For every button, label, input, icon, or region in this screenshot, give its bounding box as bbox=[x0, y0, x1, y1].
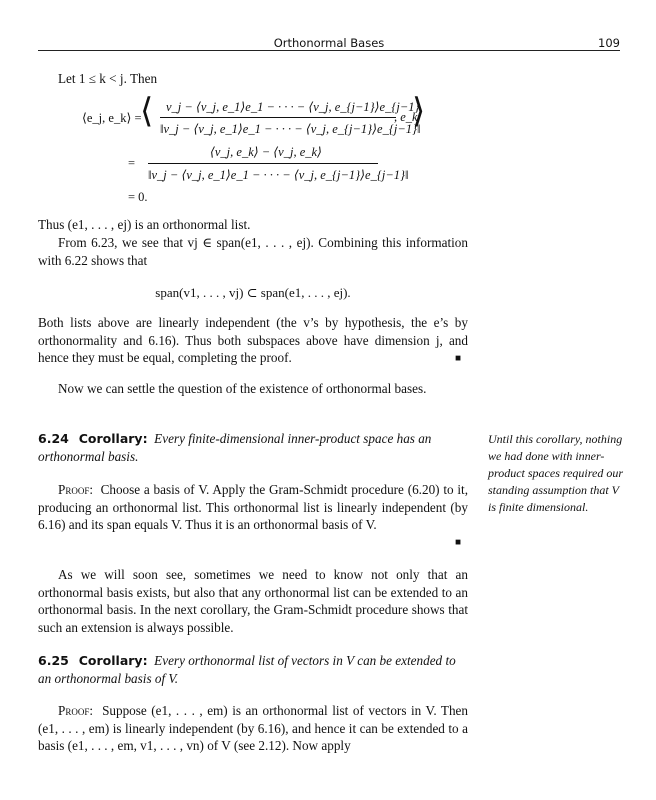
qed-mark-1: ■ bbox=[455, 353, 462, 364]
corollary-label: Corollary: bbox=[78, 653, 148, 668]
corollary-6-24 bbox=[38, 430, 468, 465]
chapter-section-title: Orthonormal Bases bbox=[273, 36, 385, 50]
corollary-label: Corollary: bbox=[78, 431, 148, 446]
paragraph-from-623: From 6.23, we see that vj ∈ span(e1, . . . , ej). Combining this information with 6.22 shows that bbox=[38, 235, 468, 268]
qed-mark-2: ■ bbox=[455, 537, 462, 548]
corollary-6-25 bbox=[38, 652, 468, 687]
fraction-bar-2 bbox=[148, 163, 378, 164]
proof-text: Choose a basis of V. Apply the Gram-Schmidt procedure (6.20) to it, producing an orthonormal list. This orthonormal list is linearly independent (by 6.16) and its span equals V. Thus it is an orthonormal basis of V. bbox=[38, 482, 468, 532]
equation-lhs: ⟨e_j, e_k⟩ = bbox=[82, 111, 142, 125]
intro-line-text: Let 1 ≤ k < j. Then bbox=[58, 71, 158, 86]
left-angle-bracket: ⟨ bbox=[140, 91, 154, 131]
equation-result: = 0. bbox=[128, 190, 148, 204]
equation-line2-numerator: ⟨v_j, e_k⟩ − ⟨v_j, e_k⟩ bbox=[210, 145, 322, 159]
proof-label: Proof: bbox=[58, 482, 94, 497]
page-number: 109 bbox=[598, 36, 620, 50]
paragraph-existence: Now we can settle the question of the existence of orthonormal bases. bbox=[58, 381, 427, 396]
equation-line1-denominator: ‖v_j − ⟨v_j, e_1⟩e_1 − · · · − ⟨v_j, e_{j−1}⟩e_{j−1}‖ bbox=[160, 122, 421, 136]
paragraph-thus: Thus (e1, . . . , ej) is an orthonormal list. bbox=[38, 217, 251, 232]
equation-line1-numerator: v_j − ⟨v_j, e_1⟩e_1 − · · · − ⟨v_j, e_{j−1}⟩e_{j−1} bbox=[166, 100, 420, 114]
corollary-number: 6.24 bbox=[38, 431, 69, 446]
header-rule bbox=[38, 50, 620, 51]
corollary-statement: Every orthonormal list of vectors in V can be extended to an orthonormal basis of V. bbox=[38, 653, 456, 686]
corollary-statement: Every finite-dimensional inner-product space has an orthonormal basis. bbox=[38, 431, 432, 464]
margin-note: Until this corollary, nothing we had done with inner-product spaces required our standing assumption that V is finite dimensional. bbox=[488, 432, 623, 514]
corollary-number: 6.25 bbox=[38, 653, 69, 668]
equation-line2-eq: = bbox=[128, 156, 136, 170]
proof-label: Proof: bbox=[58, 703, 94, 718]
intro-line bbox=[58, 70, 488, 88]
right-angle-bracket: ⟩ bbox=[412, 91, 426, 131]
paragraph-both-lists: Both lists above are linearly independent (the v’s by hypothesis, the e’s by orthonormality and 6.16). Thus both subspaces above have dimension j, and hence they must be equal, completing the proof. bbox=[38, 315, 468, 365]
proof-6-24 bbox=[38, 481, 468, 534]
equation-line2-denominator: ‖v_j − ⟨v_j, e_1⟩e_1 − · · · − ⟨v_j, e_{j−1}⟩e_{j−1}‖ bbox=[148, 168, 409, 182]
proof-6-25 bbox=[38, 702, 468, 755]
span-inclusion-display: span(v1, . . . , vj) ⊂ span(e1, . . . , ej). bbox=[155, 285, 351, 300]
fraction-bar-1 bbox=[160, 117, 396, 118]
proof-text: Suppose (e1, . . . , em) is an orthonormal list of vectors in V. Then (e1, . . . , em) is linearly independent (by 6.16), and hence it can be extended to a basis (e1, . . . , em, v1, . . . , vn) of V (see 2.12). Now apply bbox=[38, 703, 469, 753]
paragraph-as-we-will-see: As we will soon see, sometimes we need to know not only that an orthonormal basis exists, but also that any orthonormal list can be extended to an orthonormal basis. In the next corollary, the Gram-Schmidt procedure shows that such an extension is always possible. bbox=[38, 567, 468, 635]
equation-line1-tail: , e_k bbox=[394, 110, 418, 124]
